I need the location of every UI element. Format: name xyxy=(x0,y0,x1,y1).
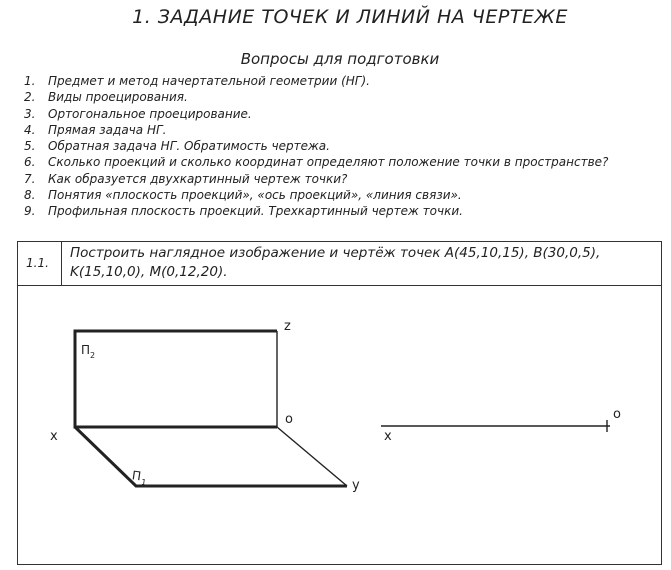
frontal-plane-outline xyxy=(75,331,277,427)
question-text: Виды проецирования. xyxy=(48,90,188,105)
question-text: Профильная плоскость проекций. Трехкартинный чертеж точки. xyxy=(48,204,463,219)
question-number: 8. xyxy=(24,188,36,203)
question-number: 4. xyxy=(24,122,36,137)
page-title: 1. ЗАДАНИЕ ТОЧЕК И ЛИНИЙ НА ЧЕРТЕЖЕ xyxy=(132,6,568,28)
y-axis xyxy=(277,427,347,486)
axis-z-label: z xyxy=(284,319,291,334)
plane-p1-label: П xyxy=(131,468,142,484)
question-number: 5. xyxy=(24,139,36,154)
plane-p1-subscript: 1 xyxy=(140,477,147,488)
question-text: Сколько проекций и сколько координат определяют положение точки в пространстве? xyxy=(48,155,609,170)
task-text: Построить наглядное изображение и чертёж точек A(45,10,15), B(30,0,5), K(15,10,0), M(0,12,20). xyxy=(70,245,601,280)
question-text: Понятия «плоскость проекций», «ось проекций», «линия связи». xyxy=(48,188,462,203)
questions-heading: Вопросы для подготовки xyxy=(240,50,440,68)
question-text: Предмет и метод начертательной геометрии (НГ). xyxy=(48,74,370,88)
question-text: Прямая задача НГ. xyxy=(48,122,167,137)
plane-p2-label: П xyxy=(81,343,91,357)
question-text: Ортогональное проецирование. xyxy=(48,106,252,121)
origin-label: o xyxy=(285,412,293,427)
task-number: 1.1. xyxy=(18,242,62,285)
axis-x-label: x xyxy=(50,429,58,444)
question-number: 1. xyxy=(24,74,36,88)
question-number: 6. xyxy=(24,155,36,170)
axis-y-label: y xyxy=(352,478,360,493)
question-text: Как образуется двухкартинный чертеж точки? xyxy=(48,171,348,186)
right-axis-x-label: x xyxy=(384,429,392,444)
right-origin-label: o xyxy=(613,407,621,422)
question-number: 3. xyxy=(24,106,36,121)
question-number: 2. xyxy=(24,90,36,105)
question-number: 7. xyxy=(24,171,36,186)
question-text: Обратная задача НГ. Обратимость чертежа. xyxy=(48,139,330,154)
plane-p2-subscript: 2 xyxy=(90,351,96,360)
horizontal-plane-outline xyxy=(75,427,347,486)
question-number: 9. xyxy=(24,204,36,219)
